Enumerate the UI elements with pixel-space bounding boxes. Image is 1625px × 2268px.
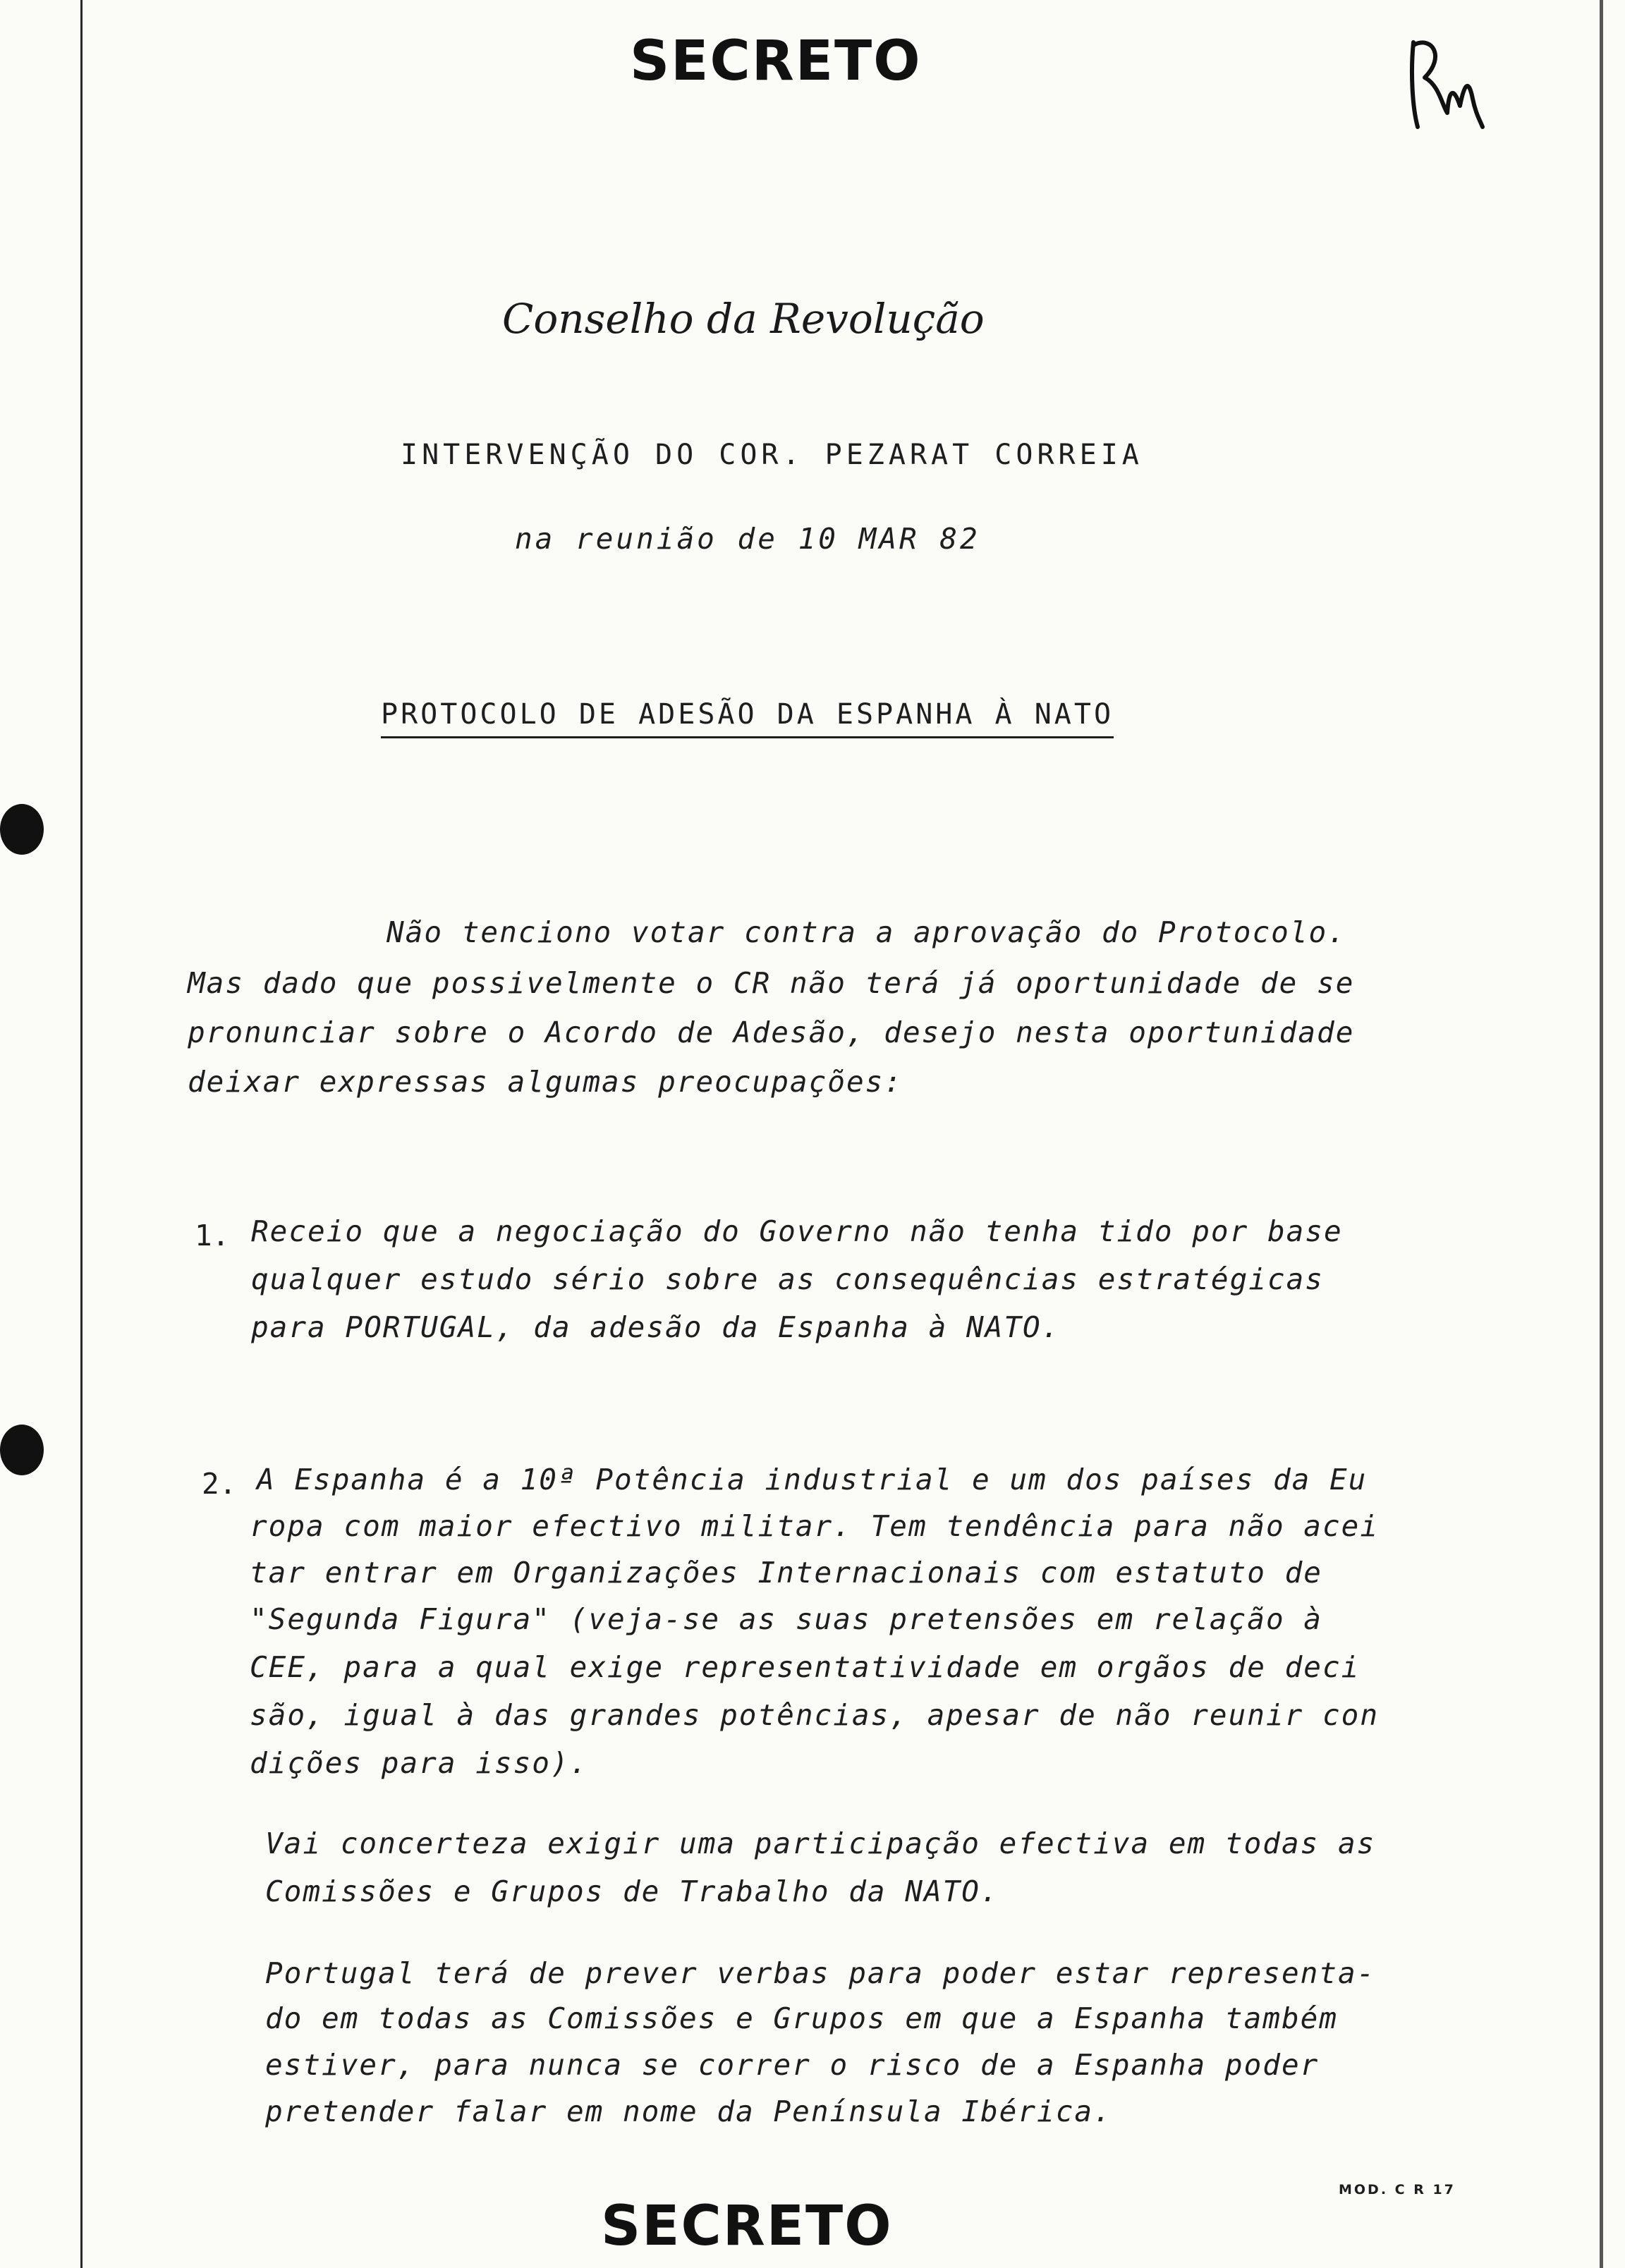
point-line: estiver, para nunca se correr o risco de a Espanha poder: [265, 2048, 1320, 2082]
point-line: dições para isso).: [250, 1746, 589, 1780]
point-line: CEE, para a qual exige representatividade em orgãos de deci: [250, 1650, 1361, 1684]
point-line: do em todas as Comissões e Grupos em que a Espanha também: [265, 2001, 1338, 2035]
classification-stamp-bottom: SECRETO: [601, 2195, 893, 2258]
right-edge-line: [1600, 0, 1603, 2268]
classification-stamp-top: SECRETO: [630, 30, 922, 93]
point-line: qualquer estudo sério sobre as consequências estratégicas: [251, 1262, 1324, 1296]
intro-line: deixar expressas algumas preocupações:: [188, 1065, 903, 1099]
point-line: são, igual à das grandes potências, apesar de não reunir con: [250, 1698, 1380, 1732]
point-line: tar entrar em Organizações Internacionais com estatuto de: [250, 1556, 1322, 1590]
point-line: Receio que a negociação do Governo não tenha tido por base: [251, 1214, 1343, 1248]
intro-line: Mas dado que possivelmente o CR não terá já oportunidade de se: [188, 966, 1355, 1000]
point-line: ropa com maior efectivo militar. Tem tendência para não acei: [250, 1509, 1380, 1543]
intro-line: Não tenciono votar contra a aprovação do Protocolo.: [387, 915, 1346, 949]
point-line: Comissões e Grupos de Trabalho da NATO.: [265, 1874, 999, 1908]
left-margin-line: [80, 0, 83, 2268]
point-line: A Espanha é a 10ª Potência industrial e um dos países da Eu: [257, 1463, 1368, 1496]
punch-hole-bottom: [0, 1425, 44, 1475]
intervention-title: INTERVENÇÃO DO COR. PEZARAT CORREIA: [401, 439, 1143, 471]
point-line: "Segunda Figura" (veja-se as suas pretensões em relação à: [250, 1602, 1322, 1636]
intro-line: pronunciar sobre o Acordo de Adesão, desejo nesta oportunidade: [188, 1016, 1355, 1049]
meeting-date: na reunião de 10 MAR 82: [515, 522, 980, 556]
form-code: MOD. C R 17: [1339, 2182, 1456, 2197]
subject-heading: PROTOCOLO DE ADESÃO DA ESPANHA À NATO: [381, 698, 1114, 738]
point-number: 2.: [202, 1467, 237, 1501]
organization-name: Conselho da Revolução: [502, 295, 985, 343]
point-line: pretender falar em nome da Península Ibérica.: [265, 2095, 1112, 2128]
point-line: Portugal terá de prever verbas para poder estar representa-: [265, 1956, 1376, 1990]
point-number: 1.: [195, 1219, 230, 1252]
punch-hole-top: [0, 804, 44, 855]
point-line: Vai concerteza exigir uma participação efectiva em todas as: [265, 1827, 1376, 1860]
handwritten-initials: [1404, 28, 1488, 134]
point-line: para PORTUGAL, da adesão da Espanha à NATO.: [251, 1310, 1061, 1344]
